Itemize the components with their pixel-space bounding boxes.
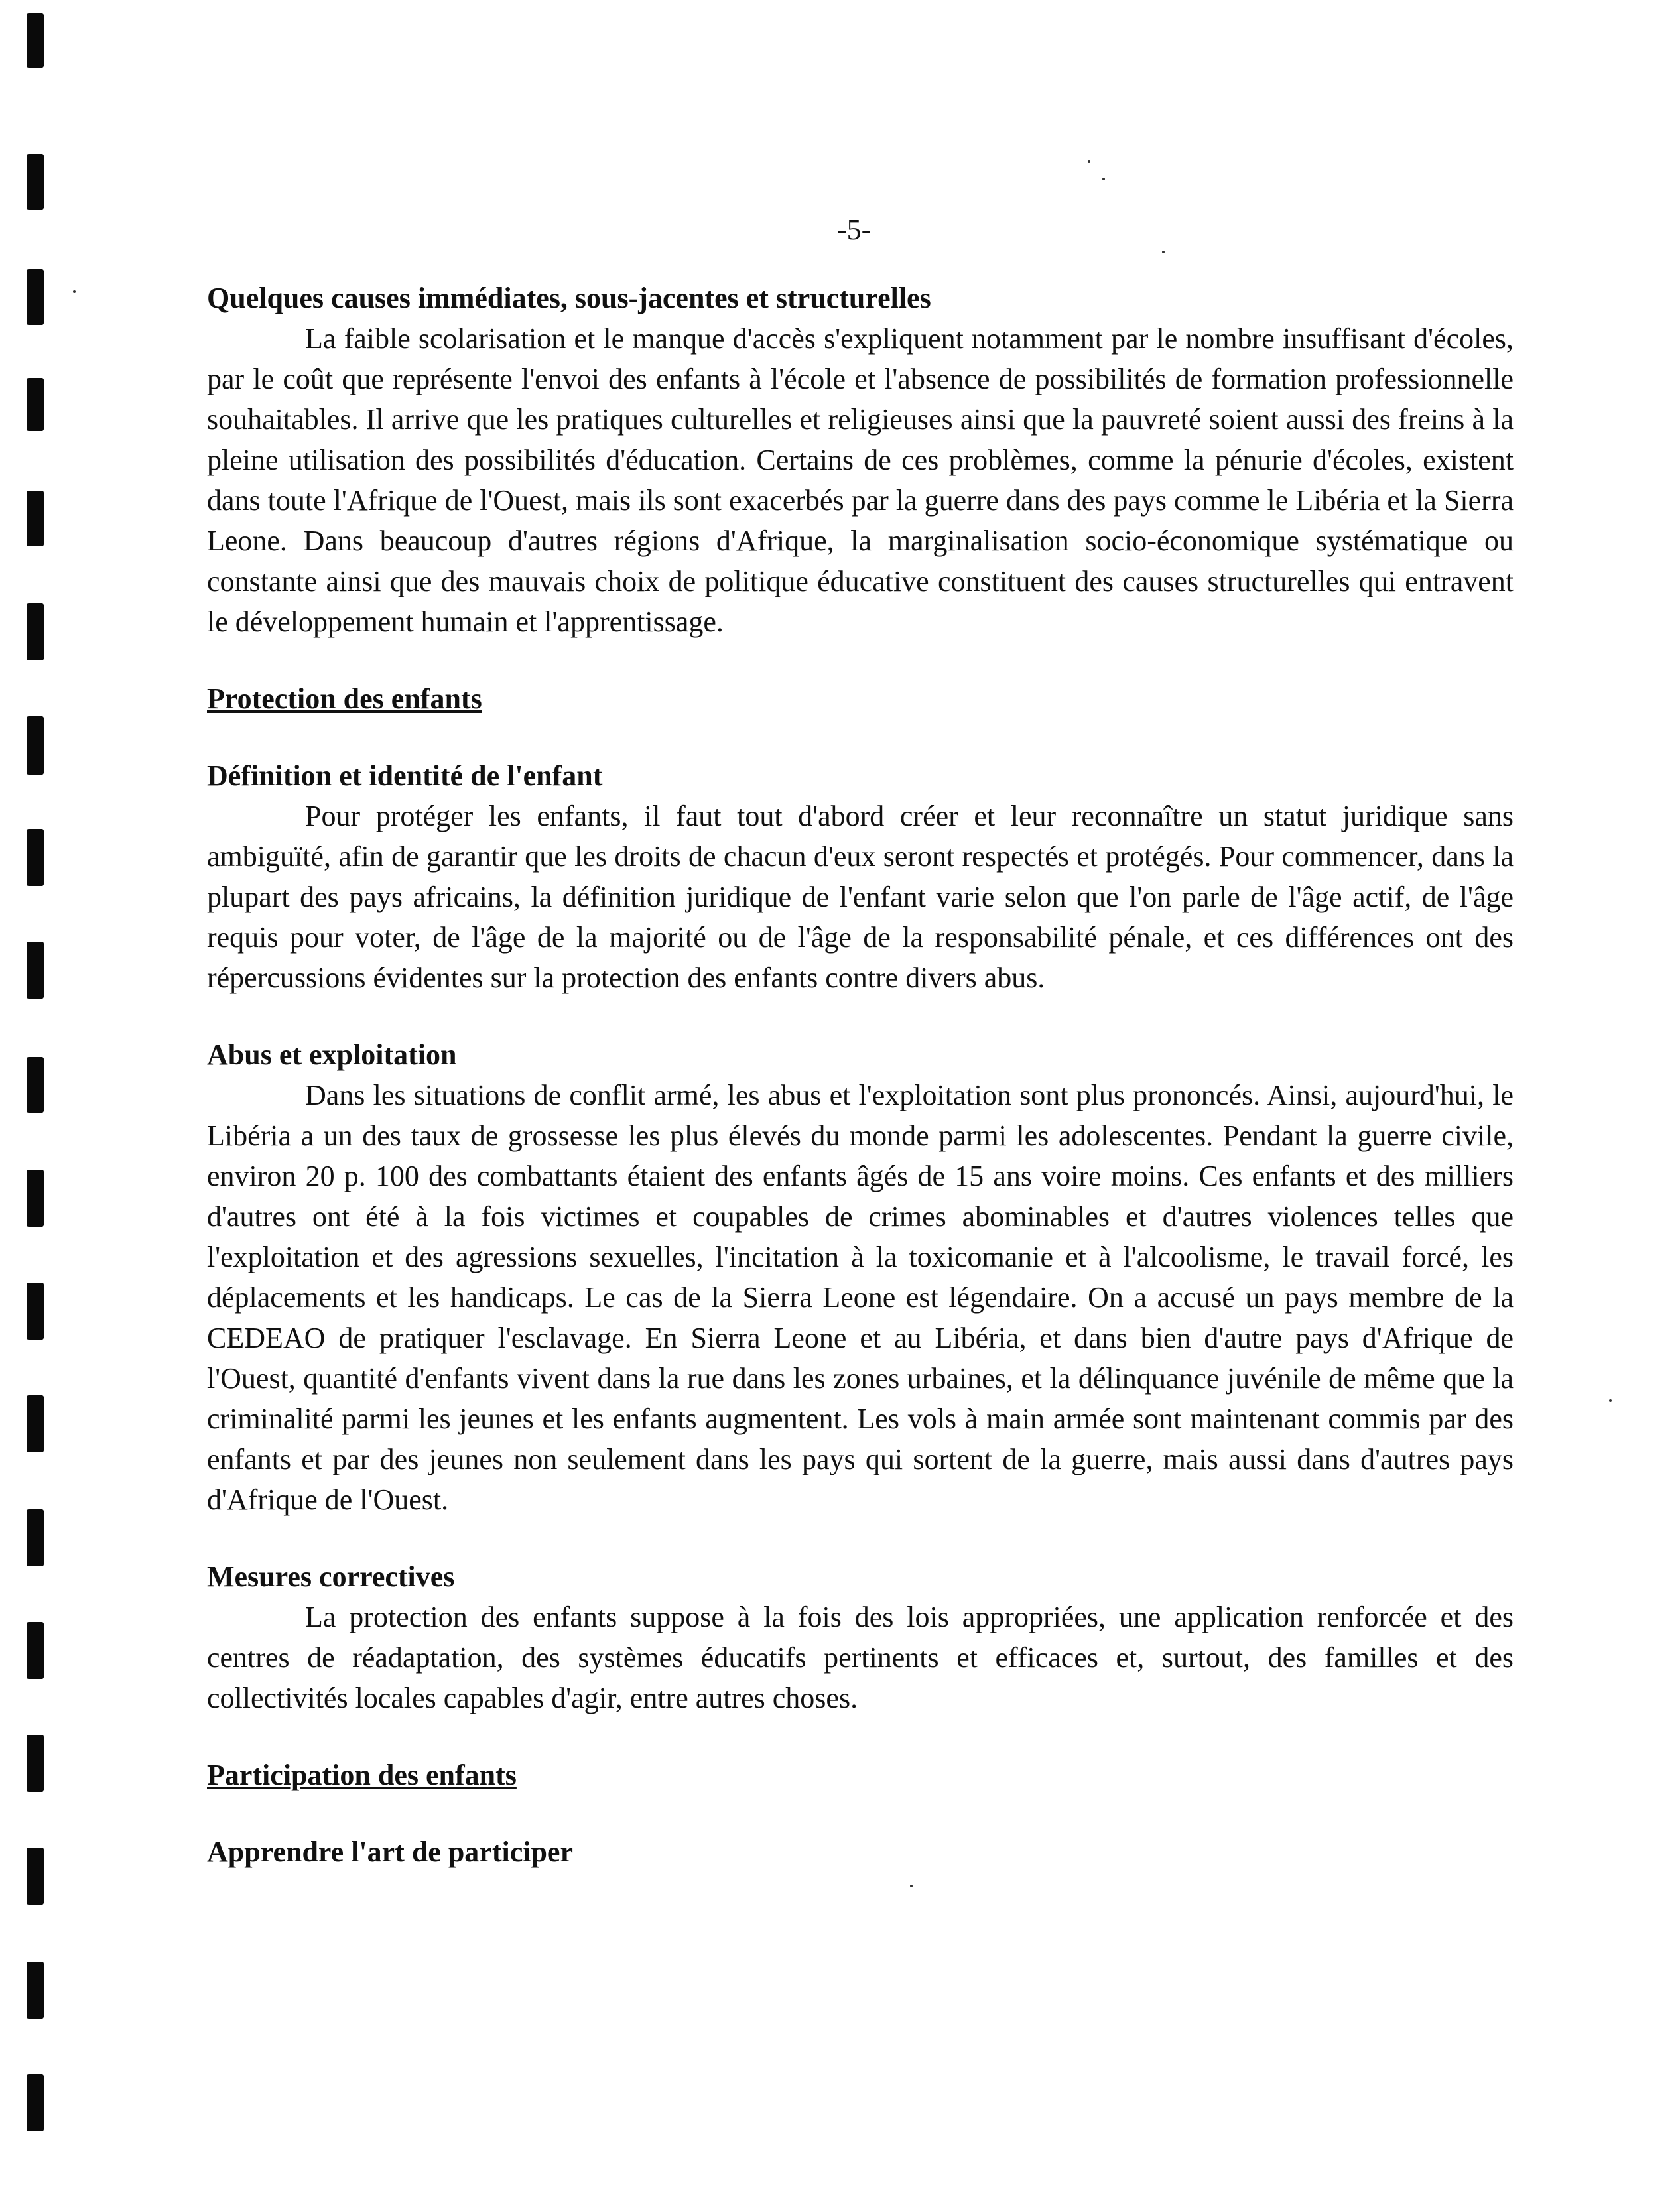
binder-mark <box>27 269 44 325</box>
binder-mark <box>27 1395 44 1452</box>
scan-speck <box>1609 1399 1612 1402</box>
scan-speck <box>910 1885 913 1887</box>
scan-speck <box>1088 160 1090 163</box>
page-number: -5- <box>837 214 872 246</box>
paragraph-measures: La protection des enfants suppose à la fois des lois appropriées, une application renforcée et des centres de réadaptation, des systèmes éducatifs pertinents et efficaces et, surtout, des familles et des collectivités locales capables d'agir, entre autres choses. <box>207 1601 1514 1714</box>
section-heading-participation: Participation des enfants <box>207 1759 517 1791</box>
binder-mark <box>27 1283 44 1340</box>
binder-mark <box>27 1509 44 1566</box>
binder-mark <box>27 603 44 660</box>
scan-speck <box>1102 178 1105 180</box>
section-heading-causes: Quelques causes immédiates, sous-jacentes et structurelles <box>207 282 931 314</box>
binder-mark <box>27 1848 44 1905</box>
section-heading-protection: Protection des enfants <box>207 682 482 715</box>
paragraph-definition: Pour protéger les enfants, il faut tout d'abord créer et leur reconnaître un statut juridique sans ambiguïté, afin de garantir que les droits de chacun d'eux seront respectés et protégés. Pour commencer, dans la plupart des pays africains, la définition juridique de l'enfant varie selon que l'on parle de l'âge actif, de l'âge requis pour voter, de l'âge de la majorité ou de l'âge de la responsabilité pénale, et ces différences ont des répercussions évidentes sur la protection des enfants contre divers abus. <box>207 800 1514 994</box>
binder-mark <box>27 1735 44 1792</box>
binder-mark <box>27 1962 44 2019</box>
paragraph-abuse: Dans les situations de conflit armé, les abus et l'exploitation sont plus prononcés. Ainsi, aujourd'hui, le Libéria a un des taux de grossesse les plus élevés du monde parmi les adolescentes. Pendant la guerre civile, environ 20 p. 100 des combattants étaient des enfants âgés de 15 ans voire moins. Ces enfants et des milliers d'autres ont été à la fois victimes et coupables de crimes abominables et d'autres violences telles que l'exploitation et des agressions sexuelles, l'incitation à la toxicomanie et à l'alcoolisme, le travail forcé, les déplacements et les handicaps. Le cas de la Sierra Leone est légendaire. On a accusé un pays membre de la CEDEAO de pratiquer l'esclavage. En Sierra Leone et au Libéria, et dans bien d'autre pays d'Afrique de l'Ouest, quantité d'enfants vivent dans la rue dans les zones urbaines, et la délinquance juvénile de même que la criminalité parmi les jeunes et les enfants augmentent. Les vols à main armée sont maintenant commis par des enfants et par des jeunes non seulement dans les pays qui sortent de la guerre, mais aussi dans d'autres pays d'Afrique de l'Ouest. <box>207 1079 1514 1516</box>
subheading-abuse: Abus et exploitation <box>207 1038 457 1071</box>
scan-speck <box>73 290 76 293</box>
binder-mark <box>27 154 44 210</box>
binder-mark <box>27 716 44 775</box>
document-body <box>207 279 1514 1872</box>
binder-mark <box>27 491 44 546</box>
binder-mark <box>27 829 44 886</box>
binder-mark <box>27 1170 44 1227</box>
binder-mark <box>27 2074 44 2131</box>
binder-mark <box>27 1057 44 1113</box>
paragraph-causes: La faible scolarisation et le manque d'accès s'expliquent notamment par le nombre insuffisant d'écoles, par le coût que représente l'envoi des enfants à l'école et l'absence de possibilités de formation professionnelle souhaitables. Il arrive que les pratiques culturelles et religieuses ainsi que la pauvreté soient aussi des freins à la pleine utilisation des possibilités d'éducation. Certains de ces problèmes, comme la pénurie d'écoles, existent dans toute l'Afrique de l'Ouest, mais ils sont exacerbés par la guerre dans des pays comme le Libéria et la Sierra Leone. Dans beaucoup d'autres régions d'Afrique, la marginalisation socio-économique systématique ou constante ainsi que des mauvais choix de politique éducative constituent des causes structurelles qui entravent le développement humain et l'apprentissage. <box>207 322 1514 638</box>
binder-mark <box>27 13 44 68</box>
binder-mark <box>27 1622 44 1679</box>
scan-speck <box>1162 251 1165 253</box>
subheading-definition: Définition et identité de l'enfant <box>207 759 603 792</box>
binder-mark <box>27 378 44 431</box>
binder-mark <box>27 942 44 999</box>
subheading-measures: Mesures correctives <box>207 1560 455 1593</box>
subheading-participation: Apprendre l'art de participer <box>207 1836 573 1868</box>
